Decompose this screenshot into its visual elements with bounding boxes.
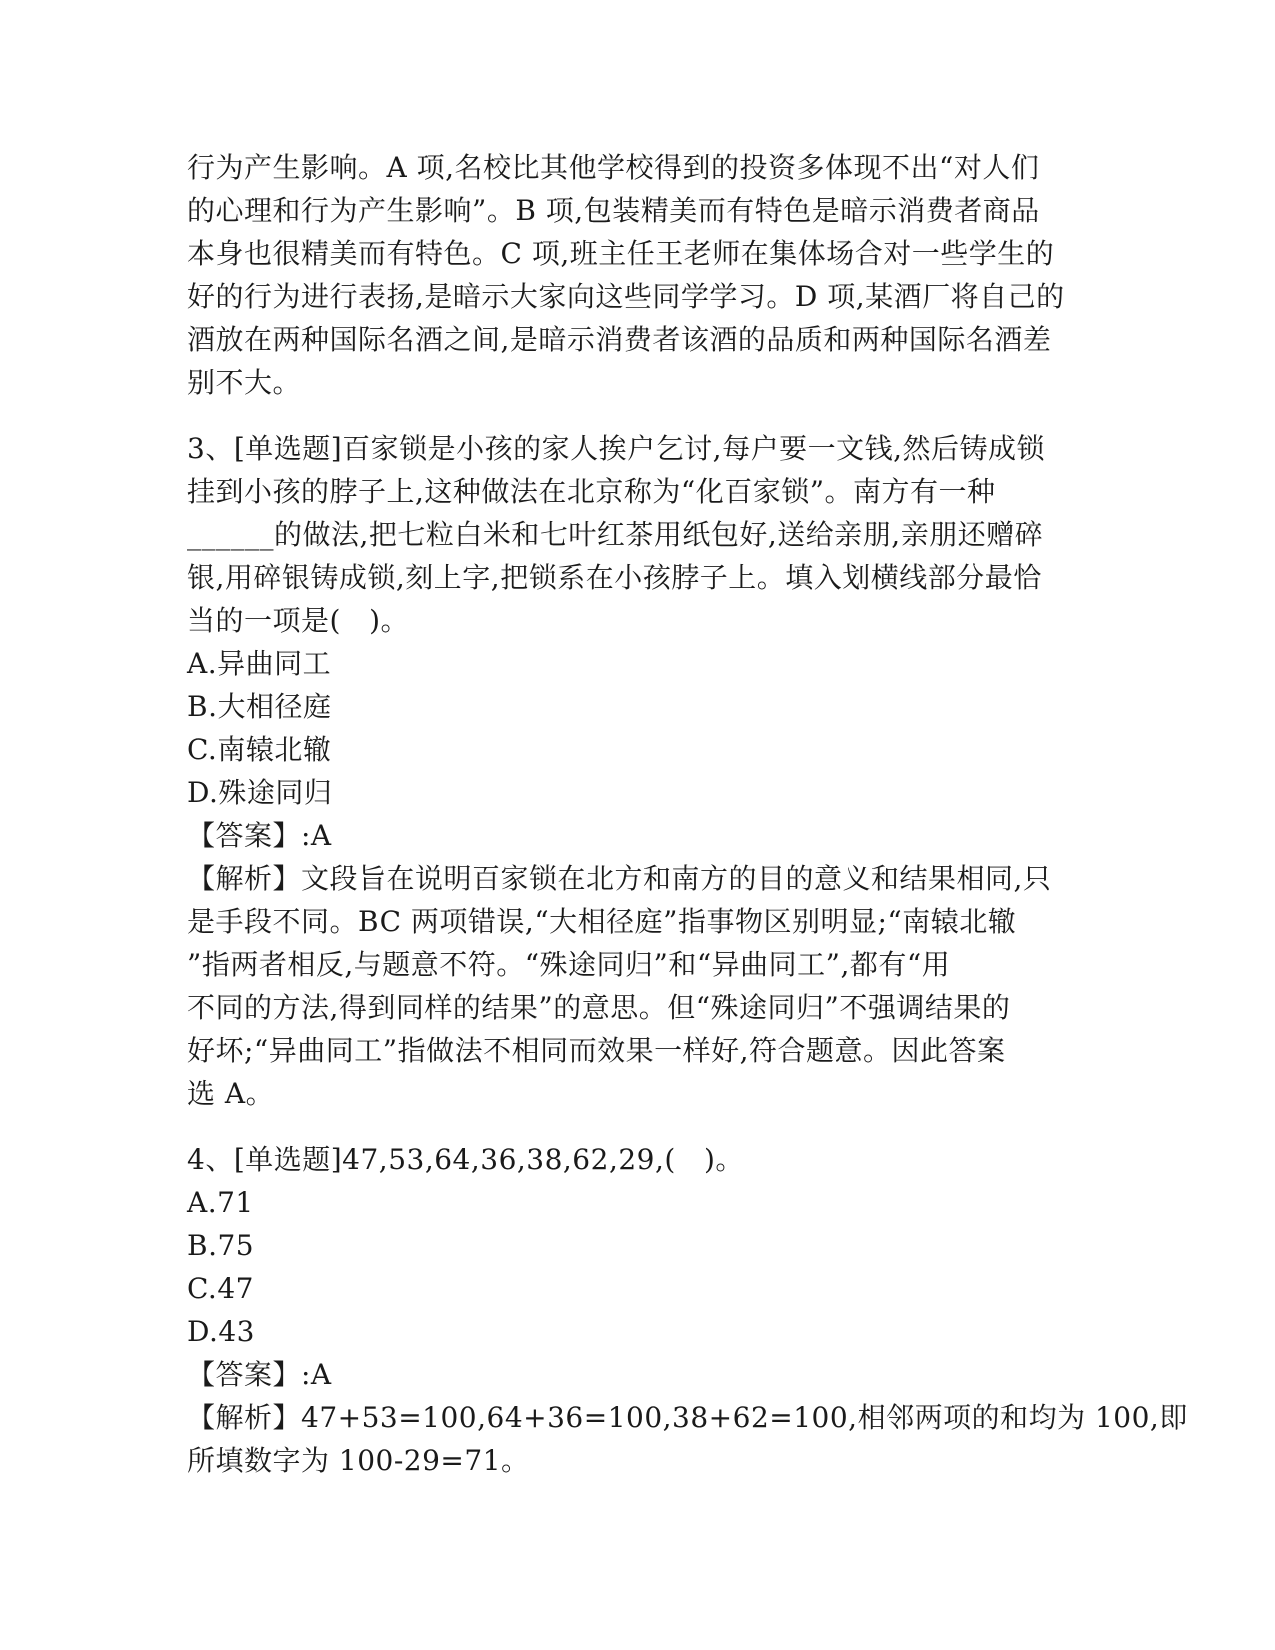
option-c: C.47 xyxy=(187,1272,254,1305)
text-line: 是手段不同。BC 两项错误,“大相径庭”指事物区别明显;“南辕北辙 xyxy=(187,905,1017,938)
text-line: 3、[单选题]百家锁是小孩的家人挨户乞讨,每户要一文钱,然后铸成锁 xyxy=(187,432,1045,465)
text-line: ______的做法,把七粒白米和七叶红茶用纸包好,送给亲朋,亲朋还赠碎 xyxy=(187,518,1044,551)
text-line: 银,用碎银铸成锁,刻上字,把锁系在小孩脖子上。填入划横线部分最恰 xyxy=(187,561,1042,594)
text-line: 【解析】文段旨在说明百家锁在北方和南方的目的意义和结果相同,只 xyxy=(187,862,1052,895)
spacer xyxy=(187,1115,1082,1138)
answer-line: 【答案】:A xyxy=(187,819,332,852)
option-list xyxy=(187,1181,1082,1353)
option-b: B.大相径庭 xyxy=(187,690,332,723)
option-a: A.异曲同工 xyxy=(187,647,332,680)
analysis xyxy=(187,1396,1188,1482)
option-a: A.71 xyxy=(187,1186,254,1219)
option-list xyxy=(187,642,1082,814)
question-4 xyxy=(187,1138,1188,1482)
question-stem xyxy=(187,427,1082,642)
question-3 xyxy=(187,427,1082,1115)
option-d: D.殊途同归 xyxy=(187,776,333,809)
option-d: D.43 xyxy=(187,1315,255,1348)
text-line: 好坏;“异曲同工”指做法不相同而效果一样好,符合题意。因此答案 xyxy=(187,1034,1006,1067)
text-line: 行为产生影响。A 项,名校比其他学校得到的投资多体现不出“对人们 xyxy=(187,151,1040,184)
text-line: 选 A。 xyxy=(187,1077,275,1110)
analysis xyxy=(187,857,1082,1115)
text-line: 当的一项是( )。 xyxy=(187,604,410,637)
option-c: C.南辕北辙 xyxy=(187,733,332,766)
q2-analysis-tail xyxy=(187,146,1082,404)
text-line: 挂到小孩的脖子上,这种做法在北京称为“化百家锁”。南方有一种 xyxy=(187,475,996,508)
text-line: 本身也很精美而有特色。C 项,班主任王老师在集体场合对一些学生的 xyxy=(187,237,1055,270)
text-line: 的心理和行为产生影响”。B 项,包装精美而有特色是暗示消费者商品 xyxy=(187,194,1040,227)
text-line: 别不大。 xyxy=(187,366,302,399)
text-line: ”指两者相反,与题意不符。“殊途同归”和“异曲同工”,都有“用 xyxy=(187,948,951,981)
spacer xyxy=(187,404,1082,427)
option-b: B.75 xyxy=(187,1229,255,1262)
text-line: 酒放在两种国际名酒之间,是暗示消费者该酒的品质和两种国际名酒差 xyxy=(187,323,1052,356)
question-stem xyxy=(187,1138,1082,1181)
text-line: 4、[单选题]47,53,64,36,38,62,29,( )。 xyxy=(187,1143,744,1176)
answer-line: 【答案】:A xyxy=(187,1358,332,1391)
document-page xyxy=(187,146,1188,1482)
text-line: 所填数字为 100-29=71。 xyxy=(187,1444,530,1477)
text-line: 【解析】47+53=100,64+36=100,38+62=100,相邻两项的和均为 100,即 xyxy=(187,1401,1188,1434)
text-line: 不同的方法,得到同样的结果”的意思。但“殊途同归”不强调结果的 xyxy=(187,991,1011,1024)
text-line: 好的行为进行表扬,是暗示大家向这些同学学习。D 项,某酒厂将自己的 xyxy=(187,280,1065,313)
